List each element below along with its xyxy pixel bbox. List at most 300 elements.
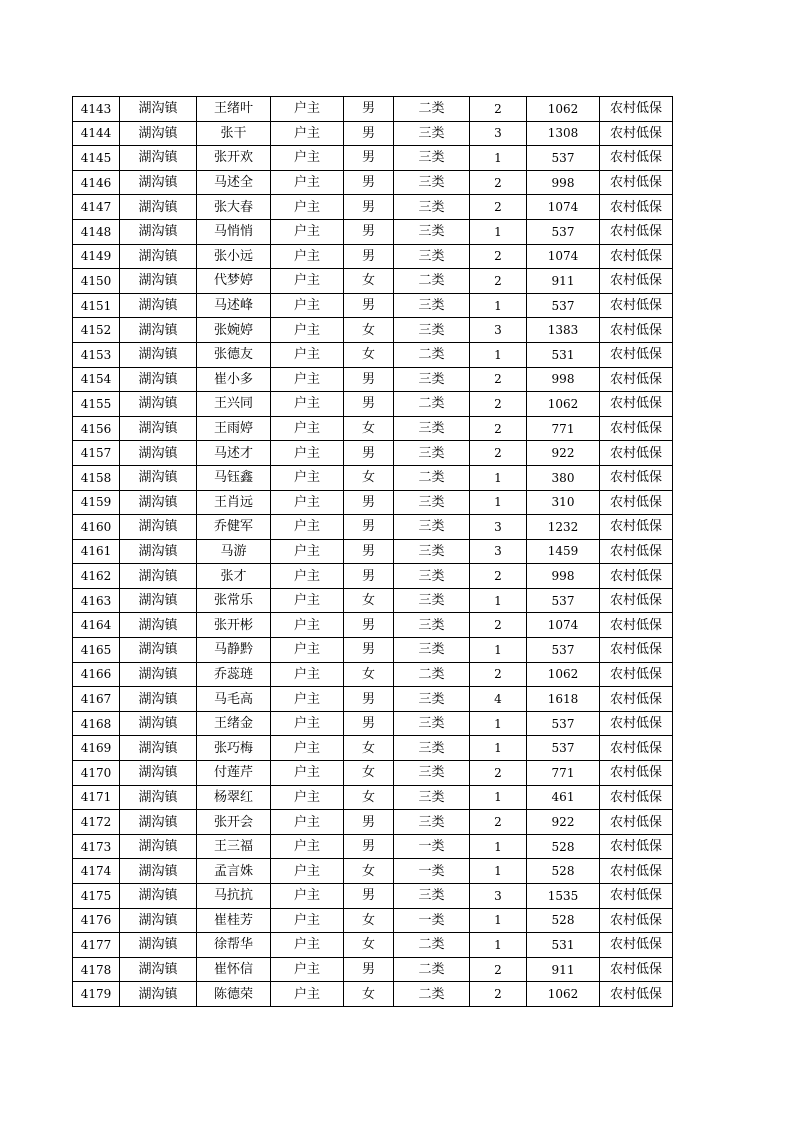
cell-household-size: 1 bbox=[470, 736, 527, 761]
table-row bbox=[73, 170, 673, 195]
cell-relation: 户主 bbox=[271, 97, 344, 122]
cell-household-size: 1 bbox=[470, 638, 527, 663]
cell-gender: 女 bbox=[344, 908, 394, 933]
cell-gender: 男 bbox=[344, 711, 394, 736]
cell-township: 湖沟镇 bbox=[120, 539, 197, 564]
cell-amount: 1074 bbox=[527, 613, 600, 638]
cell-amount: 771 bbox=[527, 761, 600, 786]
cell-township: 湖沟镇 bbox=[120, 269, 197, 294]
cell-assistance-type: 农村低保 bbox=[600, 613, 673, 638]
cell-name: 崔怀信 bbox=[197, 957, 271, 982]
cell-category: 二类 bbox=[394, 982, 470, 1007]
cell-amount: 1062 bbox=[527, 97, 600, 122]
cell-township: 湖沟镇 bbox=[120, 982, 197, 1007]
beneficiary-table bbox=[72, 96, 673, 1007]
table-row bbox=[73, 662, 673, 687]
cell-household-size: 3 bbox=[470, 318, 527, 343]
cell-township: 湖沟镇 bbox=[120, 957, 197, 982]
cell-household-size: 4 bbox=[470, 687, 527, 712]
cell-relation: 户主 bbox=[271, 219, 344, 244]
cell-household-size: 1 bbox=[470, 933, 527, 958]
cell-category: 三类 bbox=[394, 416, 470, 441]
cell-category: 三类 bbox=[394, 515, 470, 540]
cell-name: 王三福 bbox=[197, 834, 271, 859]
cell-amount: 380 bbox=[527, 465, 600, 490]
cell-serial-number: 4169 bbox=[73, 736, 120, 761]
cell-amount: 537 bbox=[527, 219, 600, 244]
cell-name: 张德友 bbox=[197, 342, 271, 367]
cell-household-size: 1 bbox=[470, 859, 527, 884]
cell-gender: 男 bbox=[344, 957, 394, 982]
cell-township: 湖沟镇 bbox=[120, 613, 197, 638]
cell-amount: 1618 bbox=[527, 687, 600, 712]
cell-relation: 户主 bbox=[271, 908, 344, 933]
cell-gender: 男 bbox=[344, 195, 394, 220]
cell-name: 马游 bbox=[197, 539, 271, 564]
cell-gender: 男 bbox=[344, 97, 394, 122]
cell-serial-number: 4175 bbox=[73, 884, 120, 909]
cell-gender: 男 bbox=[344, 367, 394, 392]
cell-gender: 男 bbox=[344, 490, 394, 515]
cell-serial-number: 4146 bbox=[73, 170, 120, 195]
cell-category: 二类 bbox=[394, 957, 470, 982]
cell-name: 马毛高 bbox=[197, 687, 271, 712]
cell-gender: 男 bbox=[344, 539, 394, 564]
cell-category: 三类 bbox=[394, 244, 470, 269]
cell-relation: 户主 bbox=[271, 146, 344, 171]
cell-household-size: 2 bbox=[470, 97, 527, 122]
cell-amount: 531 bbox=[527, 342, 600, 367]
cell-relation: 户主 bbox=[271, 638, 344, 663]
cell-gender: 男 bbox=[344, 515, 394, 540]
table-row bbox=[73, 613, 673, 638]
cell-township: 湖沟镇 bbox=[120, 490, 197, 515]
cell-name: 马述全 bbox=[197, 170, 271, 195]
cell-assistance-type: 农村低保 bbox=[600, 662, 673, 687]
cell-relation: 户主 bbox=[271, 465, 344, 490]
cell-gender: 女 bbox=[344, 933, 394, 958]
cell-serial-number: 4149 bbox=[73, 244, 120, 269]
cell-township: 湖沟镇 bbox=[120, 146, 197, 171]
cell-amount: 528 bbox=[527, 859, 600, 884]
cell-serial-number: 4143 bbox=[73, 97, 120, 122]
cell-relation: 户主 bbox=[271, 244, 344, 269]
cell-relation: 户主 bbox=[271, 170, 344, 195]
cell-category: 三类 bbox=[394, 293, 470, 318]
cell-township: 湖沟镇 bbox=[120, 564, 197, 589]
cell-gender: 男 bbox=[344, 219, 394, 244]
cell-gender: 女 bbox=[344, 342, 394, 367]
cell-township: 湖沟镇 bbox=[120, 687, 197, 712]
cell-household-size: 2 bbox=[470, 564, 527, 589]
cell-gender: 男 bbox=[344, 244, 394, 269]
cell-name: 马述峰 bbox=[197, 293, 271, 318]
cell-category: 二类 bbox=[394, 269, 470, 294]
cell-amount: 998 bbox=[527, 564, 600, 589]
cell-township: 湖沟镇 bbox=[120, 416, 197, 441]
cell-household-size: 2 bbox=[470, 613, 527, 638]
cell-name: 付莲芹 bbox=[197, 761, 271, 786]
cell-serial-number: 4173 bbox=[73, 834, 120, 859]
cell-household-size: 1 bbox=[470, 908, 527, 933]
cell-township: 湖沟镇 bbox=[120, 736, 197, 761]
table-row bbox=[73, 146, 673, 171]
cell-gender: 男 bbox=[344, 293, 394, 318]
cell-gender: 男 bbox=[344, 638, 394, 663]
cell-household-size: 1 bbox=[470, 711, 527, 736]
cell-household-size: 2 bbox=[470, 269, 527, 294]
table-row bbox=[73, 219, 673, 244]
cell-serial-number: 4178 bbox=[73, 957, 120, 982]
cell-relation: 户主 bbox=[271, 269, 344, 294]
cell-relation: 户主 bbox=[271, 761, 344, 786]
cell-assistance-type: 农村低保 bbox=[600, 392, 673, 417]
cell-amount: 771 bbox=[527, 416, 600, 441]
cell-assistance-type: 农村低保 bbox=[600, 588, 673, 613]
cell-name: 陈德荣 bbox=[197, 982, 271, 1007]
cell-assistance-type: 农村低保 bbox=[600, 170, 673, 195]
table-body bbox=[73, 97, 673, 1007]
cell-name: 张开会 bbox=[197, 810, 271, 835]
cell-gender: 男 bbox=[344, 884, 394, 909]
cell-serial-number: 4177 bbox=[73, 933, 120, 958]
cell-serial-number: 4150 bbox=[73, 269, 120, 294]
table-row bbox=[73, 490, 673, 515]
cell-name: 王肖远 bbox=[197, 490, 271, 515]
cell-household-size: 1 bbox=[470, 342, 527, 367]
cell-category: 三类 bbox=[394, 539, 470, 564]
cell-serial-number: 4151 bbox=[73, 293, 120, 318]
cell-household-size: 2 bbox=[470, 662, 527, 687]
cell-assistance-type: 农村低保 bbox=[600, 884, 673, 909]
cell-gender: 女 bbox=[344, 785, 394, 810]
table-row bbox=[73, 195, 673, 220]
cell-relation: 户主 bbox=[271, 957, 344, 982]
cell-serial-number: 4174 bbox=[73, 859, 120, 884]
cell-serial-number: 4159 bbox=[73, 490, 120, 515]
table-row bbox=[73, 834, 673, 859]
cell-amount: 537 bbox=[527, 146, 600, 171]
cell-amount: 1535 bbox=[527, 884, 600, 909]
cell-township: 湖沟镇 bbox=[120, 392, 197, 417]
table-row bbox=[73, 293, 673, 318]
table-row bbox=[73, 416, 673, 441]
cell-category: 三类 bbox=[394, 564, 470, 589]
table-row bbox=[73, 564, 673, 589]
cell-category: 三类 bbox=[394, 121, 470, 146]
table-row bbox=[73, 588, 673, 613]
cell-category: 三类 bbox=[394, 884, 470, 909]
cell-serial-number: 4155 bbox=[73, 392, 120, 417]
cell-serial-number: 4154 bbox=[73, 367, 120, 392]
cell-assistance-type: 农村低保 bbox=[600, 761, 673, 786]
cell-relation: 户主 bbox=[271, 367, 344, 392]
cell-category: 一类 bbox=[394, 908, 470, 933]
cell-name: 张小远 bbox=[197, 244, 271, 269]
cell-amount: 537 bbox=[527, 736, 600, 761]
table-row bbox=[73, 711, 673, 736]
table-row bbox=[73, 121, 673, 146]
cell-gender: 男 bbox=[344, 613, 394, 638]
cell-relation: 户主 bbox=[271, 564, 344, 589]
table-row bbox=[73, 687, 673, 712]
table-row bbox=[73, 761, 673, 786]
cell-relation: 户主 bbox=[271, 785, 344, 810]
cell-household-size: 1 bbox=[470, 785, 527, 810]
cell-serial-number: 4163 bbox=[73, 588, 120, 613]
cell-township: 湖沟镇 bbox=[120, 121, 197, 146]
cell-serial-number: 4158 bbox=[73, 465, 120, 490]
cell-amount: 310 bbox=[527, 490, 600, 515]
cell-amount: 998 bbox=[527, 170, 600, 195]
cell-name: 张常乐 bbox=[197, 588, 271, 613]
cell-category: 三类 bbox=[394, 588, 470, 613]
cell-name: 代梦婷 bbox=[197, 269, 271, 294]
cell-household-size: 1 bbox=[470, 834, 527, 859]
cell-category: 一类 bbox=[394, 834, 470, 859]
table-row bbox=[73, 736, 673, 761]
cell-household-size: 2 bbox=[470, 195, 527, 220]
cell-household-size: 3 bbox=[470, 121, 527, 146]
cell-amount: 537 bbox=[527, 638, 600, 663]
cell-amount: 911 bbox=[527, 269, 600, 294]
cell-amount: 528 bbox=[527, 834, 600, 859]
cell-serial-number: 4153 bbox=[73, 342, 120, 367]
cell-category: 二类 bbox=[394, 342, 470, 367]
cell-serial-number: 4144 bbox=[73, 121, 120, 146]
cell-relation: 户主 bbox=[271, 318, 344, 343]
cell-category: 三类 bbox=[394, 736, 470, 761]
table-row bbox=[73, 638, 673, 663]
cell-relation: 户主 bbox=[271, 539, 344, 564]
cell-gender: 女 bbox=[344, 465, 394, 490]
cell-serial-number: 4152 bbox=[73, 318, 120, 343]
cell-relation: 户主 bbox=[271, 588, 344, 613]
table-row bbox=[73, 933, 673, 958]
cell-township: 湖沟镇 bbox=[120, 859, 197, 884]
cell-name: 马钰鑫 bbox=[197, 465, 271, 490]
cell-amount: 1074 bbox=[527, 244, 600, 269]
cell-category: 三类 bbox=[394, 146, 470, 171]
cell-assistance-type: 农村低保 bbox=[600, 416, 673, 441]
cell-gender: 男 bbox=[344, 170, 394, 195]
table-row bbox=[73, 97, 673, 122]
cell-serial-number: 4165 bbox=[73, 638, 120, 663]
cell-name: 王雨婷 bbox=[197, 416, 271, 441]
cell-gender: 男 bbox=[344, 834, 394, 859]
cell-amount: 537 bbox=[527, 711, 600, 736]
cell-serial-number: 4164 bbox=[73, 613, 120, 638]
cell-township: 湖沟镇 bbox=[120, 761, 197, 786]
cell-category: 二类 bbox=[394, 933, 470, 958]
cell-amount: 1308 bbox=[527, 121, 600, 146]
cell-amount: 528 bbox=[527, 908, 600, 933]
cell-serial-number: 4176 bbox=[73, 908, 120, 933]
table-row bbox=[73, 908, 673, 933]
cell-township: 湖沟镇 bbox=[120, 810, 197, 835]
table-row bbox=[73, 957, 673, 982]
cell-name: 张婉婷 bbox=[197, 318, 271, 343]
table-row bbox=[73, 244, 673, 269]
cell-gender: 男 bbox=[344, 146, 394, 171]
cell-category: 三类 bbox=[394, 367, 470, 392]
cell-serial-number: 4161 bbox=[73, 539, 120, 564]
cell-name: 马静黔 bbox=[197, 638, 271, 663]
table-row bbox=[73, 859, 673, 884]
cell-township: 湖沟镇 bbox=[120, 219, 197, 244]
cell-household-size: 2 bbox=[470, 244, 527, 269]
cell-assistance-type: 农村低保 bbox=[600, 269, 673, 294]
cell-township: 湖沟镇 bbox=[120, 884, 197, 909]
cell-relation: 户主 bbox=[271, 613, 344, 638]
cell-gender: 女 bbox=[344, 736, 394, 761]
cell-relation: 户主 bbox=[271, 195, 344, 220]
cell-gender: 女 bbox=[344, 318, 394, 343]
cell-township: 湖沟镇 bbox=[120, 662, 197, 687]
cell-assistance-type: 农村低保 bbox=[600, 342, 673, 367]
cell-assistance-type: 农村低保 bbox=[600, 834, 673, 859]
cell-assistance-type: 农村低保 bbox=[600, 908, 673, 933]
cell-category: 三类 bbox=[394, 785, 470, 810]
cell-serial-number: 4156 bbox=[73, 416, 120, 441]
cell-category: 二类 bbox=[394, 662, 470, 687]
cell-serial-number: 4167 bbox=[73, 687, 120, 712]
cell-serial-number: 4179 bbox=[73, 982, 120, 1007]
cell-name: 马述才 bbox=[197, 441, 271, 466]
cell-relation: 户主 bbox=[271, 121, 344, 146]
cell-amount: 1062 bbox=[527, 982, 600, 1007]
cell-name: 张大春 bbox=[197, 195, 271, 220]
cell-name: 王兴同 bbox=[197, 392, 271, 417]
cell-amount: 1074 bbox=[527, 195, 600, 220]
cell-name: 马悄悄 bbox=[197, 219, 271, 244]
cell-assistance-type: 农村低保 bbox=[600, 736, 673, 761]
cell-relation: 户主 bbox=[271, 736, 344, 761]
cell-gender: 男 bbox=[344, 810, 394, 835]
cell-assistance-type: 农村低保 bbox=[600, 367, 673, 392]
cell-township: 湖沟镇 bbox=[120, 318, 197, 343]
table-row bbox=[73, 318, 673, 343]
cell-township: 湖沟镇 bbox=[120, 342, 197, 367]
cell-household-size: 2 bbox=[470, 957, 527, 982]
cell-serial-number: 4147 bbox=[73, 195, 120, 220]
cell-category: 三类 bbox=[394, 711, 470, 736]
cell-household-size: 2 bbox=[470, 170, 527, 195]
cell-township: 湖沟镇 bbox=[120, 515, 197, 540]
cell-township: 湖沟镇 bbox=[120, 293, 197, 318]
cell-household-size: 3 bbox=[470, 515, 527, 540]
cell-household-size: 1 bbox=[470, 146, 527, 171]
cell-amount: 1459 bbox=[527, 539, 600, 564]
cell-relation: 户主 bbox=[271, 859, 344, 884]
cell-household-size: 1 bbox=[470, 588, 527, 613]
cell-category: 三类 bbox=[394, 761, 470, 786]
cell-relation: 户主 bbox=[271, 884, 344, 909]
cell-relation: 户主 bbox=[271, 293, 344, 318]
cell-serial-number: 4172 bbox=[73, 810, 120, 835]
cell-assistance-type: 农村低保 bbox=[600, 121, 673, 146]
table-row bbox=[73, 441, 673, 466]
cell-name: 马抗抗 bbox=[197, 884, 271, 909]
cell-township: 湖沟镇 bbox=[120, 465, 197, 490]
table-row bbox=[73, 539, 673, 564]
cell-assistance-type: 农村低保 bbox=[600, 318, 673, 343]
cell-amount: 1062 bbox=[527, 392, 600, 417]
cell-category: 二类 bbox=[394, 465, 470, 490]
cell-gender: 女 bbox=[344, 761, 394, 786]
cell-name: 张才 bbox=[197, 564, 271, 589]
cell-relation: 户主 bbox=[271, 687, 344, 712]
cell-name: 张开彬 bbox=[197, 613, 271, 638]
table-row bbox=[73, 884, 673, 909]
cell-township: 湖沟镇 bbox=[120, 195, 197, 220]
cell-relation: 户主 bbox=[271, 342, 344, 367]
cell-gender: 男 bbox=[344, 441, 394, 466]
cell-gender: 男 bbox=[344, 564, 394, 589]
cell-gender: 女 bbox=[344, 662, 394, 687]
table-row bbox=[73, 810, 673, 835]
cell-assistance-type: 农村低保 bbox=[600, 564, 673, 589]
cell-household-size: 1 bbox=[470, 219, 527, 244]
cell-category: 三类 bbox=[394, 219, 470, 244]
table-row bbox=[73, 982, 673, 1007]
cell-assistance-type: 农村低保 bbox=[600, 441, 673, 466]
cell-household-size: 1 bbox=[470, 293, 527, 318]
cell-name: 王绪金 bbox=[197, 711, 271, 736]
cell-serial-number: 4162 bbox=[73, 564, 120, 589]
cell-relation: 户主 bbox=[271, 711, 344, 736]
cell-category: 一类 bbox=[394, 859, 470, 884]
cell-relation: 户主 bbox=[271, 416, 344, 441]
cell-name: 乔健军 bbox=[197, 515, 271, 540]
cell-township: 湖沟镇 bbox=[120, 933, 197, 958]
cell-category: 三类 bbox=[394, 441, 470, 466]
cell-amount: 1062 bbox=[527, 662, 600, 687]
cell-category: 三类 bbox=[394, 318, 470, 343]
table-row bbox=[73, 465, 673, 490]
cell-name: 孟言姝 bbox=[197, 859, 271, 884]
cell-township: 湖沟镇 bbox=[120, 97, 197, 122]
cell-assistance-type: 农村低保 bbox=[600, 982, 673, 1007]
cell-category: 三类 bbox=[394, 810, 470, 835]
cell-relation: 户主 bbox=[271, 982, 344, 1007]
cell-household-size: 3 bbox=[470, 539, 527, 564]
cell-serial-number: 4171 bbox=[73, 785, 120, 810]
cell-serial-number: 4157 bbox=[73, 441, 120, 466]
cell-amount: 537 bbox=[527, 293, 600, 318]
cell-gender: 女 bbox=[344, 588, 394, 613]
cell-assistance-type: 农村低保 bbox=[600, 638, 673, 663]
cell-township: 湖沟镇 bbox=[120, 367, 197, 392]
table-row bbox=[73, 367, 673, 392]
table-row bbox=[73, 515, 673, 540]
cell-assistance-type: 农村低保 bbox=[600, 97, 673, 122]
cell-relation: 户主 bbox=[271, 834, 344, 859]
cell-relation: 户主 bbox=[271, 933, 344, 958]
cell-name: 张干 bbox=[197, 121, 271, 146]
cell-amount: 922 bbox=[527, 441, 600, 466]
cell-serial-number: 4170 bbox=[73, 761, 120, 786]
cell-township: 湖沟镇 bbox=[120, 785, 197, 810]
cell-gender: 女 bbox=[344, 416, 394, 441]
cell-assistance-type: 农村低保 bbox=[600, 957, 673, 982]
cell-relation: 户主 bbox=[271, 441, 344, 466]
cell-relation: 户主 bbox=[271, 662, 344, 687]
cell-amount: 537 bbox=[527, 588, 600, 613]
table-row bbox=[73, 342, 673, 367]
cell-category: 二类 bbox=[394, 392, 470, 417]
cell-assistance-type: 农村低保 bbox=[600, 933, 673, 958]
